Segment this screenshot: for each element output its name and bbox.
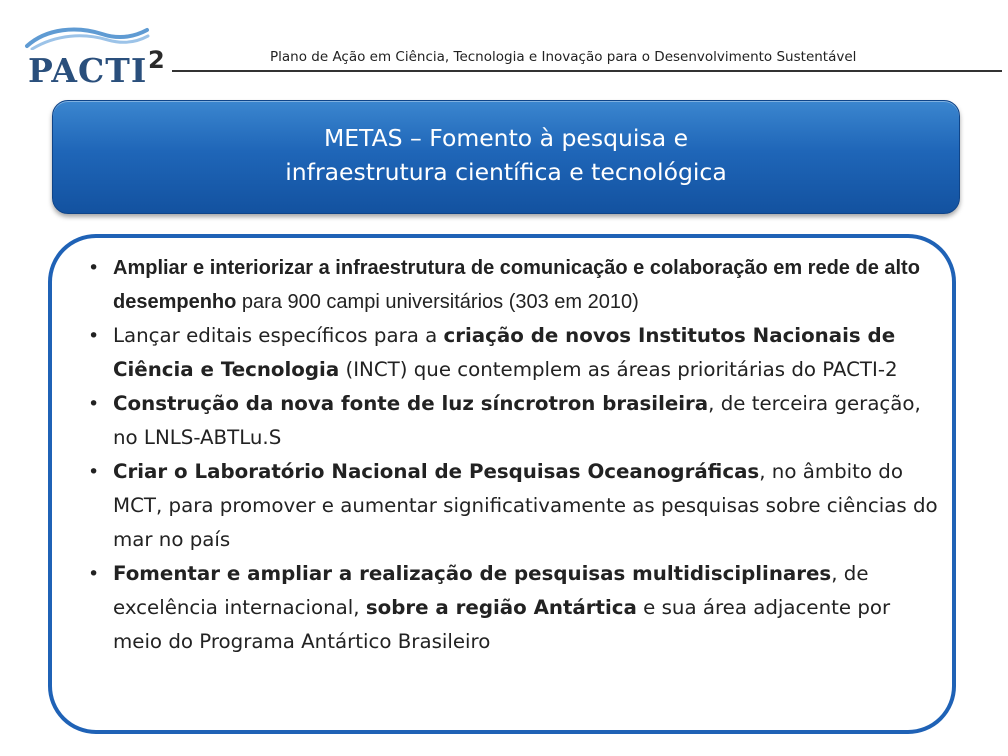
- bullet-text: , de excelência internacional,: [113, 562, 869, 619]
- wave-logo-icon: [22, 24, 152, 50]
- banner-line-1: METAS – Fomento à pesquisa e: [323, 124, 689, 152]
- bullet-bold-text: Construção da nova fonte de luz síncrotron brasileira: [113, 392, 709, 415]
- bullet-item: [88, 319, 938, 387]
- bullet-bold-text: Fomentar e ampliar a realização de pesquisas multidisciplinares: [113, 562, 832, 585]
- bullet-item: [88, 455, 938, 557]
- bullet-item: [88, 557, 938, 659]
- banner-line-2: infraestrutura científica e tecnológica: [285, 158, 727, 186]
- bullet-bold-text: Criar o Laboratório Nacional de Pesquisas Oceanográficas: [113, 460, 760, 483]
- bullet-text: para 900 campi universitários (303 em 2010): [236, 291, 639, 313]
- header-title: Plano de Ação em Ciência, Tecnologia e Inovação para o Desenvolvimento Sustentável: [270, 49, 857, 65]
- bullet-text: , no âmbito do MCT, para promover e aumentar significativamente as pesquisas sobre ciências do mar no país: [113, 460, 938, 551]
- bullet-list: [88, 251, 938, 659]
- bullet-marker: •: [88, 563, 100, 585]
- bullet-marker: •: [88, 325, 100, 347]
- bullet-item: [88, 251, 938, 319]
- logo-text: PACTI: [28, 51, 148, 90]
- banner-title: [53, 121, 959, 189]
- bullet-text: Lançar editais específicos para a: [113, 324, 444, 347]
- bullet-text: , de terceira geração, no LNLS-ABTLu.S: [113, 392, 921, 449]
- header-divider: [172, 70, 1002, 72]
- bullet-bold-text: sobre a região Antártica: [365, 596, 637, 619]
- bullet-text: e sua área adjacente por meio do Programa Antártico Brasileiro: [113, 596, 891, 653]
- bullet-item: [88, 387, 938, 455]
- bullet-marker: •: [88, 461, 100, 483]
- bullet-marker: •: [88, 393, 100, 415]
- bullet-marker: •: [88, 257, 100, 279]
- bullet-bold-text: Ampliar e interiorizar a infraestrutura de comunicação e colaboração em rede de alto desempenho: [113, 257, 920, 313]
- bullet-bold-text: criação de novos Institutos Nacionais de Ciência e Tecnologia: [113, 324, 896, 381]
- title-banner: [52, 100, 960, 214]
- bullet-text: (INCT) que contemplem as áreas prioritárias do PACTI-2: [339, 358, 898, 381]
- logo-number: 2: [148, 46, 165, 74]
